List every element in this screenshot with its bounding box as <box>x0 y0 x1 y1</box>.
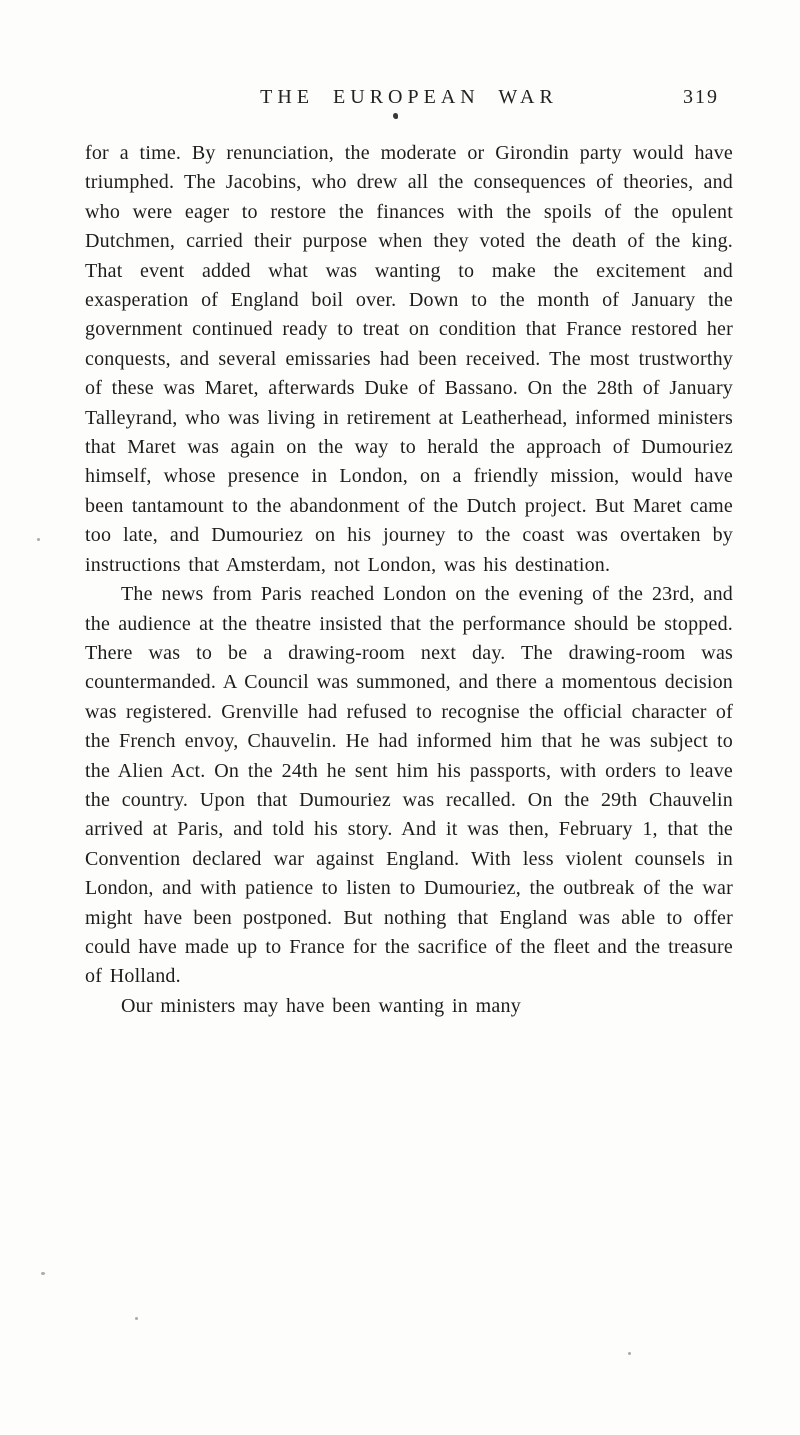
running-title: THE EUROPEAN WAR <box>260 86 558 108</box>
ink-speck <box>41 1272 45 1275</box>
page-number: 319 <box>683 86 719 108</box>
ink-mark <box>393 113 398 119</box>
paragraph: The news from Paris reached London on the evening of the 23rd, and the audience at the theatre insisted that the performance should be stopped. There was to be a drawing-room next day. The drawing-room was countermanded. A Council was summoned, and there a momentous decision was registered. Grenville had refused to recognise the official character of the French envoy, Chauvelin. He had informed him that he was subject to the Alien Act. On the 24th he sent him his passports, with orders to leave the country. Upon that Dumouriez was recalled. On the 29th Chauvelin arrived at Paris, and told his story. And it was then, February 1, that the Convention declared war against England. With less violent counsels in London, and with patience to listen to Dumouriez, the outbreak of the war might have been postponed. But nothing that England was able to offer could have made up to France for the sacrifice of the fleet and the treasure of Holland. <box>85 583 733 988</box>
ink-speck <box>37 538 40 541</box>
body-text <box>85 139 733 1021</box>
paragraph: Our ministers may have been wanting in many <box>121 994 521 1017</box>
ink-speck <box>628 1352 631 1355</box>
page-header <box>85 86 733 116</box>
paragraph: for a time. By renunciation, the moderate or Girondin party would have triumphed. The Jacobins, who drew all the consequences of theories, and who were eager to restore the finances with the spoils of the opulent Dutchmen, carried their purpose when they voted the death of the king. That event added what was wanting to make the excitement and exasperation of England boil over. Down to the month of January the government continued ready to treat on condition that France restored her conquests, and several emissaries had been received. The most trustworthy of these was Maret, afterwards Duke of Bassano. On the 28th of January Talleyrand, who was living in retirement at Leatherhead, informed ministers that Maret was again on the way to herald the approach of Dumouriez himself, whose presence in London, on a friendly mission, would have been tantamount to the abandonment of the Dutch project. But Maret came too late, and Dumouriez on his journey to the coast was overtaken by instructions that Amsterdam, not London, was his destination. <box>85 142 733 576</box>
ink-speck <box>135 1317 138 1320</box>
